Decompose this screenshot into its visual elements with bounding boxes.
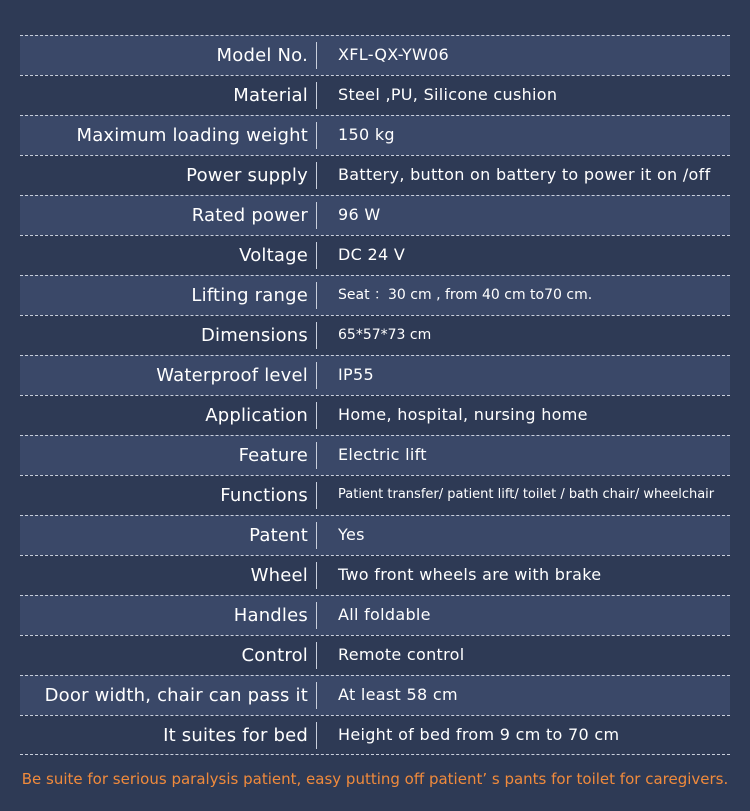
column-divider <box>316 442 317 469</box>
spec-value: DC 24 V <box>338 245 406 264</box>
column-divider <box>316 722 317 749</box>
spec-label: Lifting range <box>191 285 308 306</box>
spec-value: Remote control <box>338 645 465 664</box>
spec-label: Waterproof level <box>156 365 308 386</box>
spec-value: At least 58 cm <box>338 685 458 704</box>
spec-row-model <box>20 35 730 75</box>
spec-value: Height of bed from 9 cm to 70 cm <box>338 725 620 744</box>
spec-value: Steel ,PU, Silicone cushion <box>338 85 558 104</box>
spec-label: It suites for bed <box>163 725 308 746</box>
column-divider <box>316 282 317 309</box>
spec-value: Home, hospital, nursing home <box>338 405 588 424</box>
spec-label: Functions <box>220 485 308 506</box>
spec-value: All foldable <box>338 605 431 624</box>
column-divider <box>316 642 317 669</box>
spec-label: Voltage <box>239 245 308 266</box>
spec-label: Model No. <box>216 45 308 66</box>
spec-row-material <box>20 75 730 115</box>
column-divider <box>316 402 317 429</box>
spec-value: Battery, button on battery to power it on /off <box>338 165 711 184</box>
spec-label: Patent <box>249 525 308 546</box>
column-divider <box>316 602 317 629</box>
spec-value: Two front wheels are with brake <box>338 565 602 584</box>
spec-value: Seat ：30 cm , from 40 cm to70 cm. <box>338 287 593 303</box>
footer-note: Be suite for serious paralysis patient, easy putting off patient’ s pants for toilet for caregivers. <box>21 770 729 788</box>
spec-row-max-load <box>20 115 730 155</box>
spec-label: Door width, chair can pass it <box>44 685 308 706</box>
column-divider <box>316 682 317 709</box>
column-divider <box>316 42 317 69</box>
spec-row-power-supply <box>20 155 730 195</box>
column-divider <box>316 242 317 269</box>
spec-label: Handles <box>233 605 308 626</box>
spec-value: Patient transfer/ patient lift/ toilet / bath chair/ wheelchair <box>338 487 715 502</box>
spec-value: XFL-QX-YW06 <box>338 45 450 64</box>
spec-label: Power supply <box>186 165 308 186</box>
spec-row-voltage <box>20 235 730 275</box>
spec-row-dimensions <box>20 315 730 355</box>
column-divider <box>316 82 317 109</box>
column-divider <box>316 522 317 549</box>
spec-row-feature <box>20 435 730 475</box>
spec-row-waterproof <box>20 355 730 395</box>
spec-label: Rated power <box>191 205 308 226</box>
column-divider <box>316 122 317 149</box>
spec-label: Control <box>241 645 308 666</box>
spec-row-handles <box>20 595 730 635</box>
column-divider <box>316 202 317 229</box>
spec-row-patent <box>20 515 730 555</box>
spec-value: 96 W <box>338 205 381 224</box>
spec-row-rated-power <box>20 195 730 235</box>
spec-label: Wheel <box>250 565 308 586</box>
column-divider <box>316 482 317 509</box>
spec-row-control <box>20 635 730 675</box>
spec-row-functions <box>20 475 730 515</box>
spec-value: Electric lift <box>338 445 427 464</box>
spec-label: Maximum loading weight <box>76 125 308 146</box>
spec-row-lifting-range <box>20 275 730 315</box>
spec-value: 65*57*73 cm <box>338 327 432 343</box>
column-divider <box>316 322 317 349</box>
spec-value: Yes <box>338 525 365 544</box>
spec-row-bed <box>20 715 730 755</box>
column-divider <box>316 562 317 589</box>
spec-value: 150 kg <box>338 125 395 144</box>
spec-table <box>20 35 730 755</box>
spec-label: Application <box>205 405 308 426</box>
spec-value: IP55 <box>338 365 374 384</box>
spec-label: Material <box>233 85 308 106</box>
column-divider <box>316 162 317 189</box>
spec-label: Feature <box>238 445 308 466</box>
spec-row-application <box>20 395 730 435</box>
spec-row-door-width <box>20 675 730 715</box>
spec-row-wheel <box>20 555 730 595</box>
spec-label: Dimensions <box>200 325 308 346</box>
column-divider <box>316 362 317 389</box>
